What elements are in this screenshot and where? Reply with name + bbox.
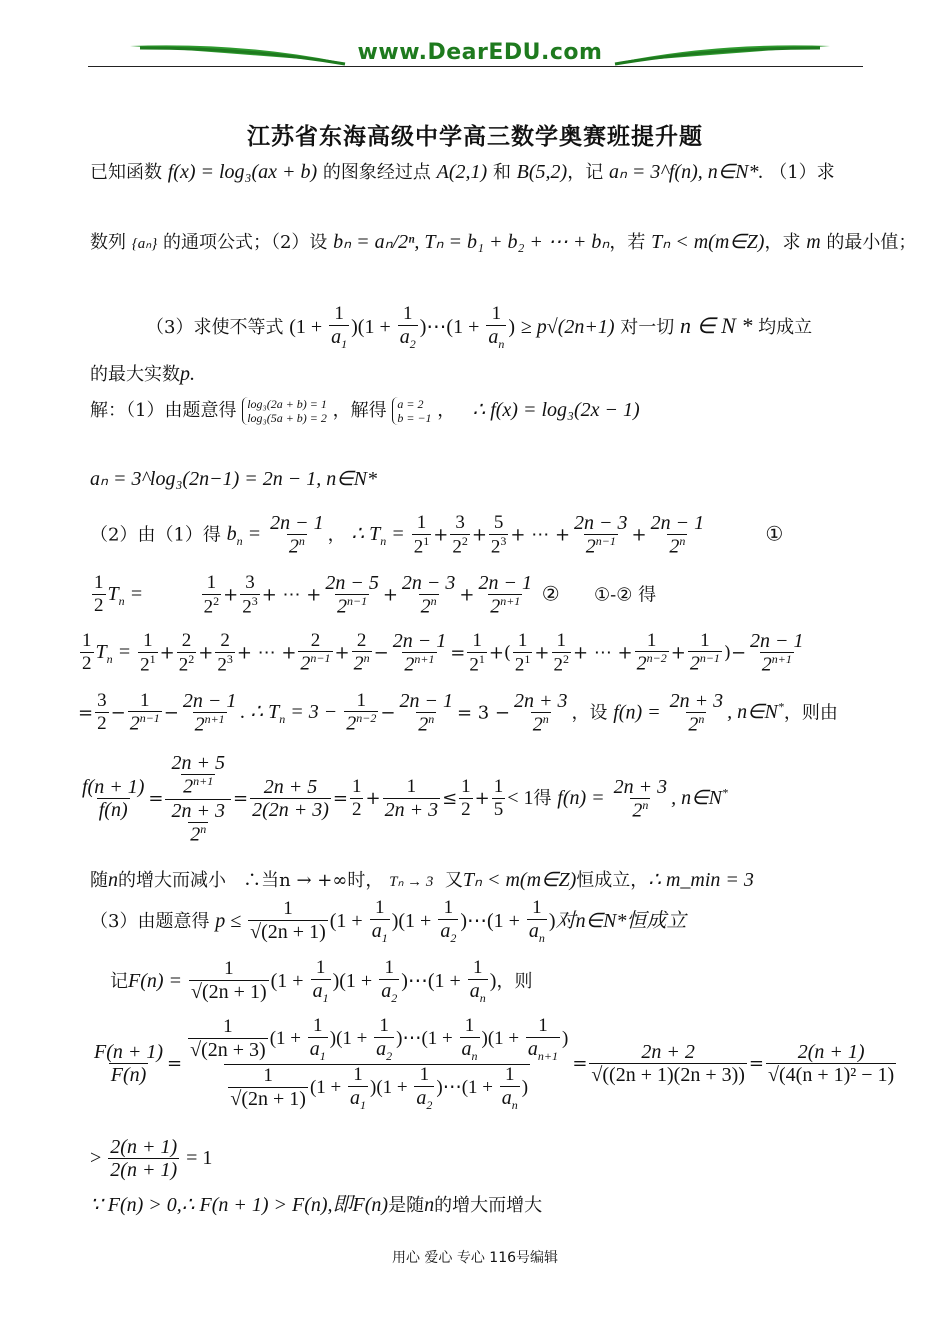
problem-line-4: 的最大实数p. (90, 363, 195, 385)
problem-line-1: 已知函数 f(x) = log₃(ax + b) 的图象经过点 A(2,1) 和 B(5,2)，记 aₙ = 3^f(n), n∈N*. （1）求 (90, 161, 835, 183)
solution-2-line-1: （2）由（1）得 $b_n$ = $\frac{2n - 1}{2^n}$ ， ∴ $T_n$ = $\frac{1}{2^1}$ + $\frac{3}{2^2}$ + $\frac{5}{2^3}$ + ⋯ + $\frac{2n - 3}{2^{n-1}}$ + $\frac{2n - 1}{2^n}$ ① (90, 511, 784, 558)
header-logo (120, 34, 840, 74)
solution-1-line: 解：（1）由题意得 log₃(2a + b) = 1 log₃(5a + b) = 2 ，解得 a = 2 b = −1 ， ∴ f(x) = log₃(2x − 1) (90, 396, 640, 425)
solution-2-line-3: $\frac{1}{2}$ $T_n$ = $\frac{1}{2^1}$ + $\frac{2}{2^2}$ + $\frac{2}{2^3}$ + ⋯ + $\frac{2}{2^{n-1}}$ + $\frac{2}{2^n}$ − $\frac{2n - 1}{2^{n+1}}$ = $\frac{1}{2^1}$ +( $\frac{1}{2^1}$ + $\frac{1}{2^2}$ + ⋯ + $\frac{1}{2^{n-2}}$ + $\frac{1}{2^{n-1}}$ )− $\frac{2n - 1}{2^{n+1}}$ (82, 629, 804, 676)
page-title: 江苏省东海高级中学高三数学奥赛班提升题 (247, 123, 703, 150)
logo-text: www.DearEDU.com (357, 40, 603, 65)
problem-line-3: （3）求使不等式 (1 + $\frac{1}{a_1}$ )(1 + $\frac{1}{a_2}$ )⋯(1 + $\frac{1}{a_n}$ ) ≥ p√(2n+1) 对一切 n ∈ N * 均成立 (146, 303, 813, 351)
solution-3-line-2: 记F(n) = $\frac{1}{√(2n + 1)}$ (1 + $\frac{1}{a_1}$ )(1 + $\frac{1}{a_2}$ )⋯(1 + $\frac{1}{a_n}$ )，则 (110, 957, 533, 1005)
page-footer: 用心 爱心 专心 116号编辑 (391, 1250, 559, 1266)
solution-1-result: aₙ = 3^log₃(2n−1) = 2n − 1, n∈N* (90, 468, 377, 490)
solution-3-conclusion: ∵ F(n) > 0,∴ F(n + 1) > F(n),即F(n)是随n的增大而增大 (90, 1194, 543, 1216)
solution-3-line-3: $\frac{F(n + 1)}{F(n)}$ = $\frac{1}{√(2n + 3)}$ (1 + $\frac{1}{a_1}$ )(1 + $\frac{1}{a_2}$ )⋯(1 + $\frac{1}{a_n}$ )(1 + $\frac{1}{a_{n+1}}$ ) $\frac{1}{√(2n + 1)}$ (1 + $\frac{1}{a_1}$ )(1 + $\frac{1}{a_2}$ )⋯(1 + $\frac{1}{a_n}$ ) = $\frac{2n + 2}{√((2n + 1)(2n + 3))}$ = $\frac{2(n + 1)}{\text{√(4(n + 1)² − 1)}}$ (94, 1015, 895, 1112)
solution-3-line-4: > $\frac{2(n + 1)}{2(n + 1)}$ = 1 (90, 1136, 213, 1181)
solution-2-line-4: = $\frac{3}{2}$ − $\frac{1}{2^{n-1}}$ − $\frac{2n - 1}{2^{n+1}}$ . ∴ $T_n = 3$ − $\frac{1}{2^{n-2}}$ − $\frac{2n - 1}{2^n}$ = 3 − $\frac{2n + 3}{2^n}$ ，设 f(n) = $\frac{2n + 3}{2^n}$ , n∈N*，则由 (78, 689, 838, 736)
solution-2-line-2: $\frac{1}{2}$ $T_n$ = $\frac{1}{2^2}$ + $\frac{3}{2^3}$ + ⋯ + $\frac{2n - 5}{2^{n-1}}$ + $\frac{2n - 3}{2^n}$ + $\frac{2n - 1}{2^{n+1}}$ ② ①-② 得 (94, 571, 657, 618)
problem-line-2: 数列 {aₙ} 的通项公式；（2）设 bₙ = aₙ/2ⁿ, Tₙ = b₁ + b₂ + ⋯ + bₙ，若 Tₙ < m(m∈Z)，求 m 的最小值； (90, 231, 917, 253)
solution-3-line-1: （3）由题意得 p ≤ $\frac{1}{√(2n + 1)}$ (1 + $\frac{1}{a_1}$ )(1 + $\frac{1}{a_2}$ )⋯(1 + $\frac{1}{a_n}$ )对n∈N*恒成立 (90, 897, 687, 945)
solution-2-conclusion: 随n的增大而减小 ∴当n → +∞时， Tₙ → 3 又Tₙ < m(m∈Z)恒成立，∴ m_min = 3 (90, 869, 754, 891)
solution-2-line-5: $\frac{f(n + 1)}{f(n)}$ = $\frac{\frac{2n + 5}{2^{n+1}}}{\frac{2n + 3}{2^n}}$ = $\frac{2n + 5}{2(2n + 3)}$ = $\frac{1}{2}$ + $\frac{1}{2n + 3}$ ≤ $\frac{1}{2}$ + $\frac{1}{5}$ < 1得 f(n) = $\frac{2n + 3}{2^n}$ , n∈N* (82, 752, 728, 846)
header-rule (88, 66, 863, 67)
